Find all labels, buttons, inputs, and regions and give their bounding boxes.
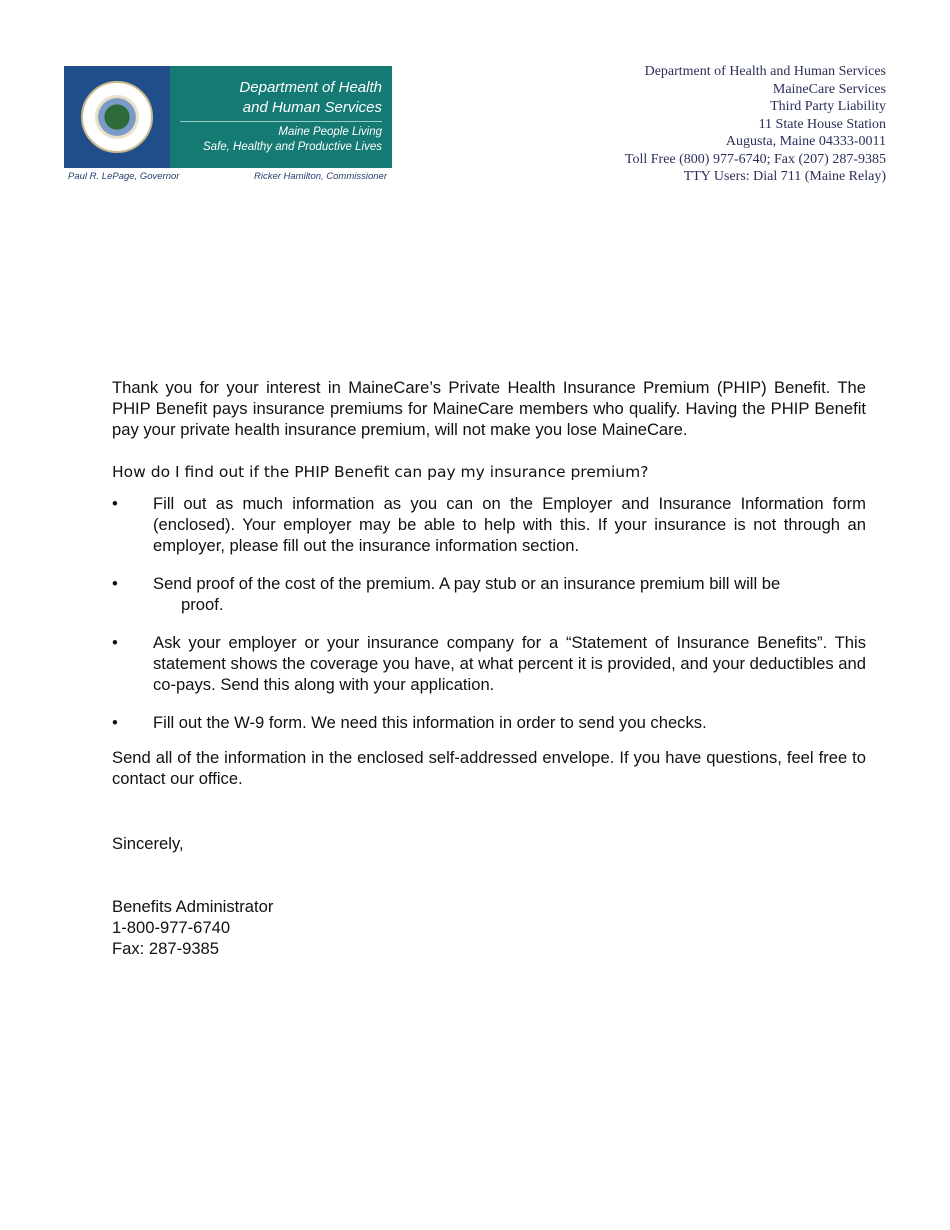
- letter-body: [112, 377, 866, 959]
- instruction-list: [112, 493, 866, 733]
- list-item: • Ask your employer or your insurance company for a “Statement of Insurance Benefits”. This statement shows the coverage you have, at what percent it is provided, and your deductibles and co-pays. Send this along with your application.: [112, 632, 866, 695]
- intro-paragraph: Thank you for your interest in MaineCare’s Private Health Insurance Premium (PHIP) Benefit. The PHIP Benefit pays insurance premiums for MaineCare members who qualify. Having the PHIP Benefit pay your private health insurance premium, will not make you lose MaineCare.: [112, 378, 866, 439]
- logo-motto: Maine People Living: [278, 126, 382, 138]
- closing-paragraph: Send all of the information in the enclosed self-addressed envelope. If you have questions, feel free to contact our office.: [112, 748, 866, 788]
- address-line: TTY Users: Dial 711 (Maine Relay): [683, 169, 886, 184]
- governor: Paul R. LePage, Governor: [68, 171, 180, 182]
- logo-dept: Department of Health: [239, 79, 382, 96]
- dhhs-logo: [64, 66, 392, 168]
- list-item: • Fill out as much information as you can on the Employer and Insurance Information form (enclosed). Your employer may be able to help with this. If your insurance is not through an employer, please fill out the insurance information section.: [112, 493, 866, 556]
- commissioner: Ricker Hamilton, Commissioner: [253, 171, 387, 182]
- address-line: MaineCare Services: [772, 81, 886, 97]
- address-line: Department of Health and Human Services: [644, 64, 886, 79]
- signature-title: Benefits Administrator: [112, 897, 274, 916]
- address-line: Toll Free (800) 977-6740; Fax (207) 287-9385: [624, 151, 886, 167]
- question-heading: How do I find out if the PHIP Benefit can pay my insurance premium?: [112, 463, 649, 481]
- state-seal: [64, 66, 170, 168]
- signature-phone: 1-800-977-6740: [112, 918, 231, 937]
- logo-dept-2: and Human Services: [242, 99, 382, 116]
- letterhead-address: [625, 63, 886, 186]
- address-line: 11 State House Station: [758, 116, 886, 132]
- list-item: • Fill out the W-9 form. We need this information in order to send you checks.: [112, 712, 866, 733]
- logo-motto-2: Safe, Healthy and Productive Lives: [203, 141, 382, 153]
- address-line: Third Party Liability: [770, 99, 886, 114]
- address-line: Augusta, Maine 04333-0011: [725, 134, 886, 149]
- signoff: Sincerely,: [112, 834, 184, 853]
- list-item: • Send proof of the cost of the premium. A pay stub or an insurance premium bill will be proof.: [112, 573, 866, 615]
- signature-fax: Fax: 287-9385: [112, 939, 220, 958]
